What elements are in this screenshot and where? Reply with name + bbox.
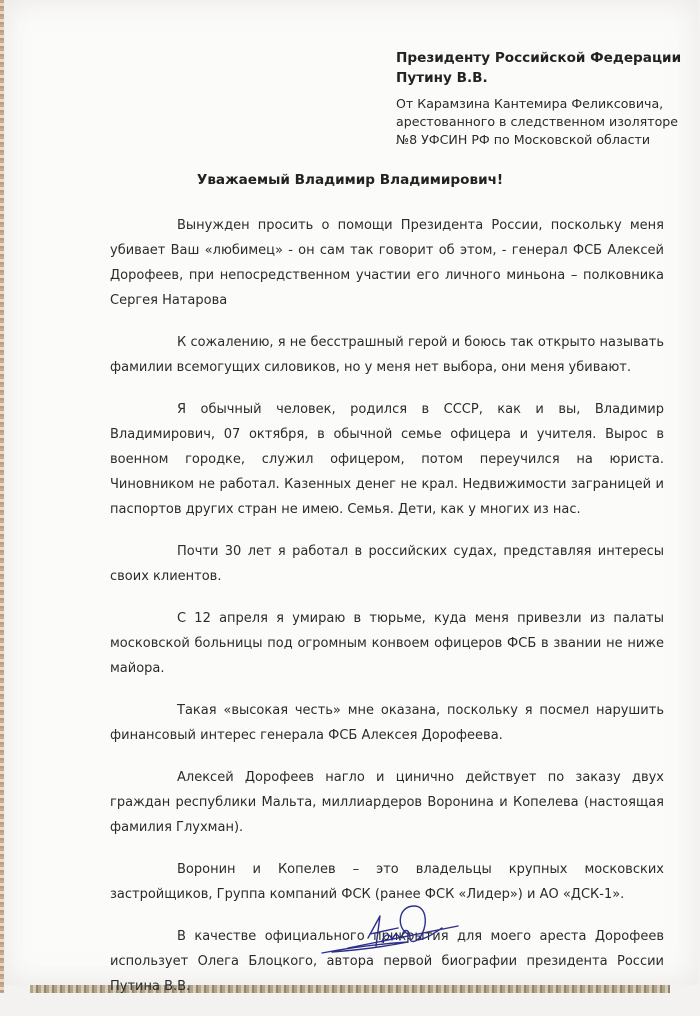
paragraph: К сожалению, я не бесстрашный герой и боюсь так открыто называть фамилии всемогущих силовиков, но у меня нет выбора, они меня убивают. [110, 335, 664, 375]
handwritten-signature [318, 898, 468, 958]
sender-line-1: От Карамзина Кантемира Феликсовича, [396, 96, 664, 111]
paragraph: Воронин и Копелев – это владельцы крупных московских застройщиков, Группа компаний ФСК (ранее ФСК «Лидер») и АО «ДСК-1». [110, 862, 664, 902]
paragraph: С 12 апреля я умираю в тюрьме, куда меня привезли из палаты московской больницы под огромным конвоем офицеров ФСБ в звании не ниже майора. [110, 611, 664, 676]
paragraph: Я обычный человек, родился в СССР, как и вы, Владимир Владимирович, 07 октября, в обычной семье офицера и учителя. Вырос в военном городке, служил офицером, потом переучился на юриста. Чиновником не работал. Казенных денег не крал. Недвижимости заграницей и паспортов других стран не имею. Семья. Дети, как у многих из нас. [110, 402, 664, 517]
sender-line-3: №8 УФСИН РФ по Московской области [396, 132, 651, 147]
addressee-block [396, 48, 696, 88]
salutation: Уважаемый Владимир Владимирович! [196, 172, 504, 188]
paragraph: Вынужден просить о помощи Президента России, поскольку меня убивает Ваш «любимец» - он сам так говорит об этом, - генерал ФСБ Алексей Дорофеев, при непосредственном участии его личного миньона – полковника Сергея Натарова [110, 218, 664, 308]
paragraph: Такая «высокая честь» мне оказана, поскольку я посмел нарушить финансовый интерес генерала ФСБ Алексея Дорофеева. [110, 703, 664, 743]
paragraph: В качестве официального прикрытия для моего ареста Дорофеев использует Олега Блоцкого, автора первой биографии президента России Путина В.В. [110, 929, 664, 994]
letter-body [110, 213, 664, 1016]
addressee-line-1: Президенту Российской Федерации [396, 50, 682, 66]
paragraph: Алексей Дорофеев нагло и цинично действует по заказу двух граждан республики Мальта, миллиардеров Воронина и Копелева (настоящая фамилия Глухман). [110, 770, 664, 835]
sender-block [396, 95, 696, 149]
sender-line-2: арестованного в следственном изоляторе [396, 114, 679, 129]
addressee-line-2: Путину В.В. [396, 70, 488, 86]
paragraph: Почти 30 лет я работал в российских судах, представляя интересы своих клиентов. [110, 544, 664, 584]
